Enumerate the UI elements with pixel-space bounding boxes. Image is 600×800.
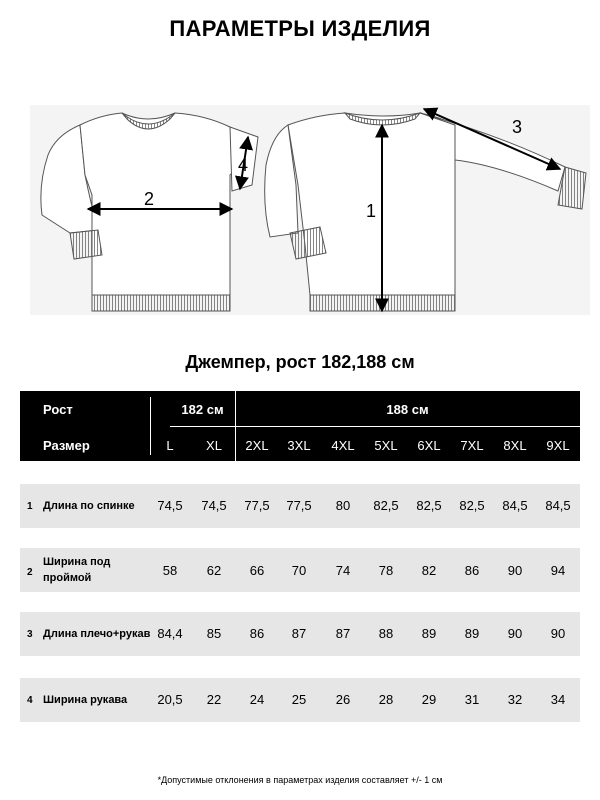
row-label: Ширина под проймой (43, 556, 111, 584)
size-label: Размер (43, 438, 90, 453)
table-cell: 77,5 (244, 498, 270, 513)
table-cell: 78 (378, 563, 394, 578)
table-cell: 58 (162, 563, 178, 578)
front-view (41, 113, 258, 311)
table-cell: 82 (421, 563, 437, 578)
table-cell: 88 (378, 626, 394, 641)
size-header: L (166, 438, 174, 453)
table-cell: 34 (550, 692, 566, 707)
table-cell: 31 (464, 692, 480, 707)
row-label: Ширина рукава (43, 694, 128, 706)
row-number: 1 (27, 501, 33, 512)
header-divider (170, 426, 580, 427)
garment-diagram (30, 105, 590, 315)
size-header: 6XL (417, 438, 441, 453)
table-cell: 82,5 (373, 498, 399, 513)
table-cell: 84,5 (502, 498, 528, 513)
table-cell: 94 (550, 563, 566, 578)
measure-label-2: 2 (144, 189, 155, 209)
sweater-sketch (30, 105, 590, 315)
table-cell: 22 (206, 692, 222, 707)
size-header: 3XL (287, 438, 311, 453)
row-number: 3 (27, 629, 33, 640)
table-cell: 82,5 (416, 498, 442, 513)
size-header: 7XL (460, 438, 484, 453)
table-cell: 74,5 (157, 498, 183, 513)
table-cell: 62 (206, 563, 222, 578)
measure-label-4: 4 (238, 155, 249, 175)
table-cell: 80 (335, 498, 351, 513)
table-cell: 32 (507, 692, 523, 707)
size-header: 5XL (374, 438, 398, 453)
table-cell: 74,5 (201, 498, 227, 513)
size-header: 4XL (331, 438, 355, 453)
table-cell: 87 (335, 626, 351, 641)
row-label: Длина по спинке (43, 500, 135, 512)
table-cell: 84,5 (545, 498, 571, 513)
row-label: Длина плечо+рукав (43, 628, 151, 640)
height-group-182: 182 см (181, 402, 224, 417)
back-view (265, 113, 586, 311)
size-header: 9XL (546, 438, 570, 453)
table-cell: 20,5 (157, 692, 183, 707)
table-cell: 74 (335, 563, 351, 578)
table-cell: 90 (507, 626, 523, 641)
table-cell: 70 (291, 563, 307, 578)
measure-label-1: 1 (366, 201, 377, 221)
size-header: XL (206, 438, 222, 453)
height-label: Рост (43, 402, 73, 417)
table-cell: 84,4 (157, 626, 183, 641)
footnote: *Допустимые отклонения в параметрах изделия составляет +/- 1 см (157, 775, 443, 785)
table-cell: 24 (249, 692, 265, 707)
table-cell: 90 (507, 563, 523, 578)
row-number: 2 (27, 567, 33, 578)
table-cell: 86 (464, 563, 480, 578)
table-cell: 29 (421, 692, 437, 707)
table-row (20, 612, 580, 656)
size-header: 2XL (245, 438, 269, 453)
table-row (20, 678, 580, 722)
size-table-header (20, 391, 580, 461)
table-cell: 85 (206, 626, 222, 641)
table-cell: 82,5 (459, 498, 485, 513)
table-cell: 86 (249, 626, 265, 641)
table-cell: 87 (291, 626, 307, 641)
measure-label-3: 3 (512, 117, 523, 137)
page-title: ПАРАМЕТРЫ ИЗДЕЛИЯ (169, 16, 431, 41)
table-cell: 77,5 (286, 498, 312, 513)
size-header: 8XL (503, 438, 527, 453)
table-cell: 89 (464, 626, 480, 641)
product-subtitle: Джемпер, рост 182,188 см (185, 352, 415, 372)
table-row (20, 548, 580, 592)
table-cell: 25 (291, 692, 307, 707)
table-cell: 89 (421, 626, 437, 641)
table-cell: 26 (335, 692, 351, 707)
table-cell: 28 (378, 692, 394, 707)
table-cell: 90 (550, 626, 566, 641)
table-row (20, 484, 580, 528)
row-number: 4 (27, 695, 33, 706)
height-group-188: 188 см (386, 402, 429, 417)
table-cell: 66 (249, 563, 265, 578)
